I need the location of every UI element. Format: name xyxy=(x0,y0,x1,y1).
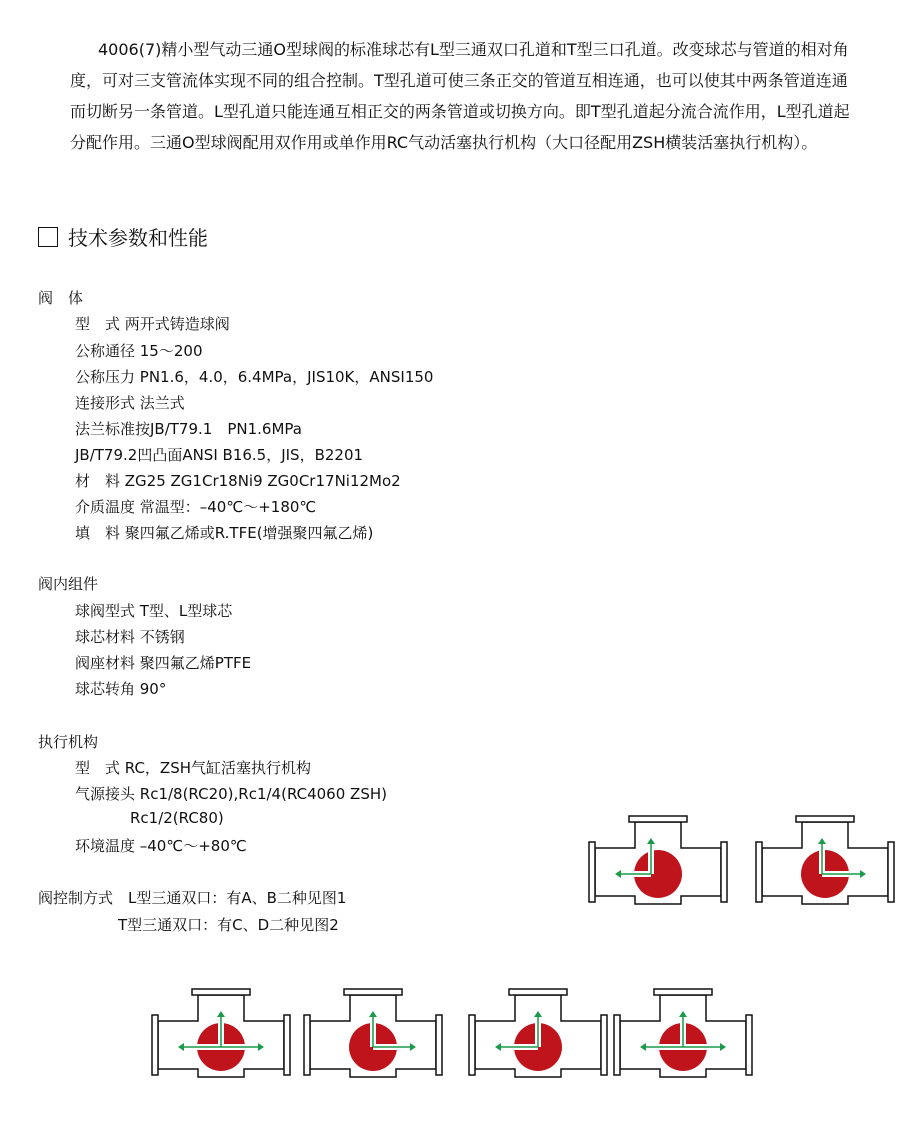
valve-diagram-c1 xyxy=(148,985,294,1085)
actuator-line: Rc1/2(RC80) xyxy=(130,809,224,827)
valve-diagram-c2 xyxy=(300,985,446,1085)
body-line: 型 式 两开式铸造球阀 xyxy=(75,315,230,333)
actuator-title: 执行机构 xyxy=(38,733,99,751)
internals-title: 阀内组件 xyxy=(38,575,99,593)
control-line-1: 阀控制方式 L型三通双口：有A、B二种见图1 xyxy=(38,889,347,907)
internals-line: 球阀型式 T型、L型球芯 xyxy=(75,602,233,620)
body-line: 公称压力 PN1.6，4.0，6.4MPa，JIS10K，ANSI150 xyxy=(75,368,434,386)
body-line: 材 料 ZG25 ZG1Cr18Ni9 ZG0Cr17Ni12Mo2 xyxy=(75,472,401,490)
intro-paragraph xyxy=(70,34,850,158)
section-title xyxy=(38,222,208,251)
valve-diagram-d1 xyxy=(465,985,611,1085)
section-title-text: 技术参数和性能 xyxy=(68,226,208,250)
control-line-2: T型三通双口：有C、D二种见图2 xyxy=(118,916,339,934)
body-line: 公称通径 15～200 xyxy=(75,342,203,360)
valve-diagram-b xyxy=(752,812,898,912)
internals-line: 球芯材料 不锈钢 xyxy=(75,628,185,646)
body-line: JB/T79.2凹凸面ANSI B16.5，JIS，B2201 xyxy=(75,446,364,464)
internals-line: 阀座材料 聚四氟乙烯PTFE xyxy=(75,654,252,672)
checkbox-square-icon xyxy=(38,227,58,247)
valve-diagram-a xyxy=(585,812,731,912)
body-title: 阀 体 xyxy=(38,289,84,307)
intro-text: 4006(7)精小型气动三通O型球阀的标准球芯有L型三通双口孔道和T型三口孔道。改变球芯与管道的相对角度，可对三支管流体实现不同的组合控制。T型孔道可使三条正交的管道互相连通，也可以使其中两条管道连通而切断另一条管道。L型孔道只能连通互相正交的两条管道或切换方向。即T型孔道起分流合流作用，L型孔道起分配作用。三通O型球阀配用双作用或单作用RC气动活塞执行机构（大口径配用ZSH横装活塞执行机构）。 xyxy=(70,40,850,152)
body-line: 连接形式 法兰式 xyxy=(75,394,185,412)
actuator-line: 环境温度 –40℃～+80℃ xyxy=(75,837,247,855)
body-line: 介质温度 常温型：–40℃～+180℃ xyxy=(75,498,317,516)
actuator-line: 型 式 RC，ZSH气缸活塞执行机构 xyxy=(75,759,311,777)
internals-line: 球芯转角 90° xyxy=(75,680,167,698)
actuator-line: 气源接头 Rc1/8(RC20),Rc1/4(RC4060 ZSH) xyxy=(75,785,387,803)
valve-diagram-d2 xyxy=(610,985,756,1085)
body-line: 填 料 聚四氟乙烯或R.TFE(增强聚四氟乙烯) xyxy=(75,524,374,542)
body-line: 法兰标准按JB/T79.1 PN1.6MPa xyxy=(75,420,302,438)
